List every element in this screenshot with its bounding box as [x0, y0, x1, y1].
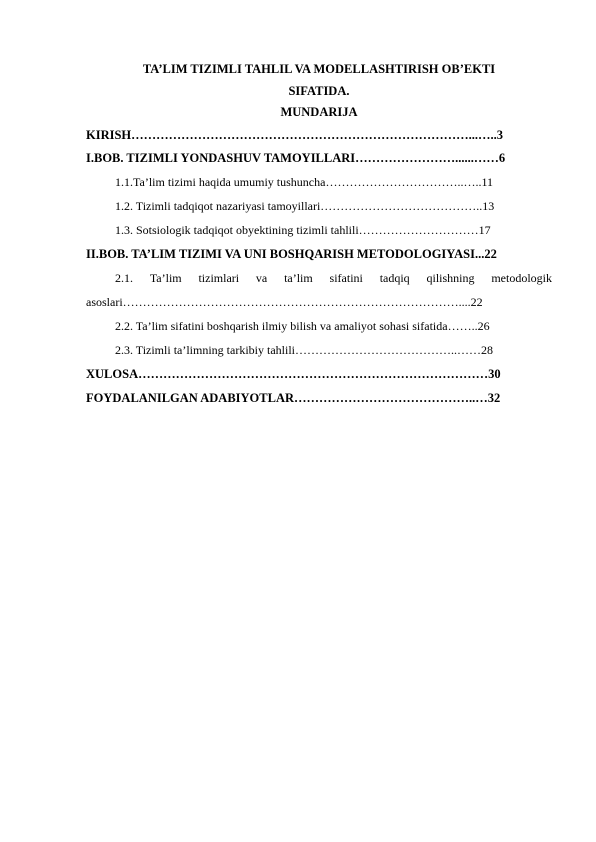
toc-entry-xulosa[interactable]: XULOSA…………………………………………………………………………30 — [86, 367, 501, 381]
toc-entry-section-1-2[interactable]: 1.2. Tizimli tadqiqot nazariyasi tamoyillari…………………………………..13 — [115, 199, 495, 213]
toc-entry-chapter-2[interactable]: II.BOB. TA’LIM TIZIMI VA UNI BOSHQARISH METODOLOGIYASI...22 — [86, 247, 497, 261]
document-title-line-1: TA’LIM TIZIMLI TAHLIL VA MODELLASHTIRISH OB’EKTI — [142, 62, 496, 76]
toc-entry-kirish[interactable]: KIRISH………………………………………………………………………...…..3 — [86, 128, 504, 142]
toc-word: 2.1. — [115, 271, 133, 285]
toc-entry-section-1-1[interactable]: 1.1.Ta’lim tizimi haqida umumiy tushuncha……………………………..…..11 — [115, 175, 494, 189]
toc-entry-section-1-3[interactable]: 1.3. Sotsiologik tadqiqot obyektining tizimli tahlili…………………………17 — [115, 223, 491, 237]
toc-word: ta’lim — [284, 271, 313, 285]
toc-entry-section-2-1-continued[interactable]: asoslari…………………………………………………………………………....22 — [86, 295, 483, 309]
toc-word: metodologik — [491, 271, 552, 285]
toc-entry-chapter-1[interactable]: I.BOB. TIZIMLI YONDASHUV TAMOYILLARI……………………......……6 — [86, 151, 506, 165]
document-title-line-2: SIFATIDA. — [288, 84, 350, 98]
toc-word: va — [255, 271, 268, 285]
toc-word: sifatini — [329, 271, 363, 285]
toc-entry-section-2-1[interactable] — [115, 270, 552, 286]
toc-word: Ta’lim — [149, 271, 182, 285]
toc-heading: MUNDARIJA — [280, 105, 358, 119]
toc-entry-section-2-2[interactable]: 2.2. Ta’lim sifatini boshqarish ilmiy bilish va amaliyot sohasi sifatida……..26 — [115, 319, 490, 333]
toc-word: tadqiq — [379, 271, 410, 285]
toc-word: qilishning — [426, 271, 475, 285]
toc-entry-adabiyotlar[interactable]: FOYDALANILGAN ADABIYOTLAR……………………………………..…32 — [86, 391, 501, 405]
toc-word: tizimlari — [198, 271, 240, 285]
toc-entry-section-2-3[interactable]: 2.3. Tizimli ta’limning tarkibiy tahlili…………………………………..……28 — [115, 343, 493, 357]
